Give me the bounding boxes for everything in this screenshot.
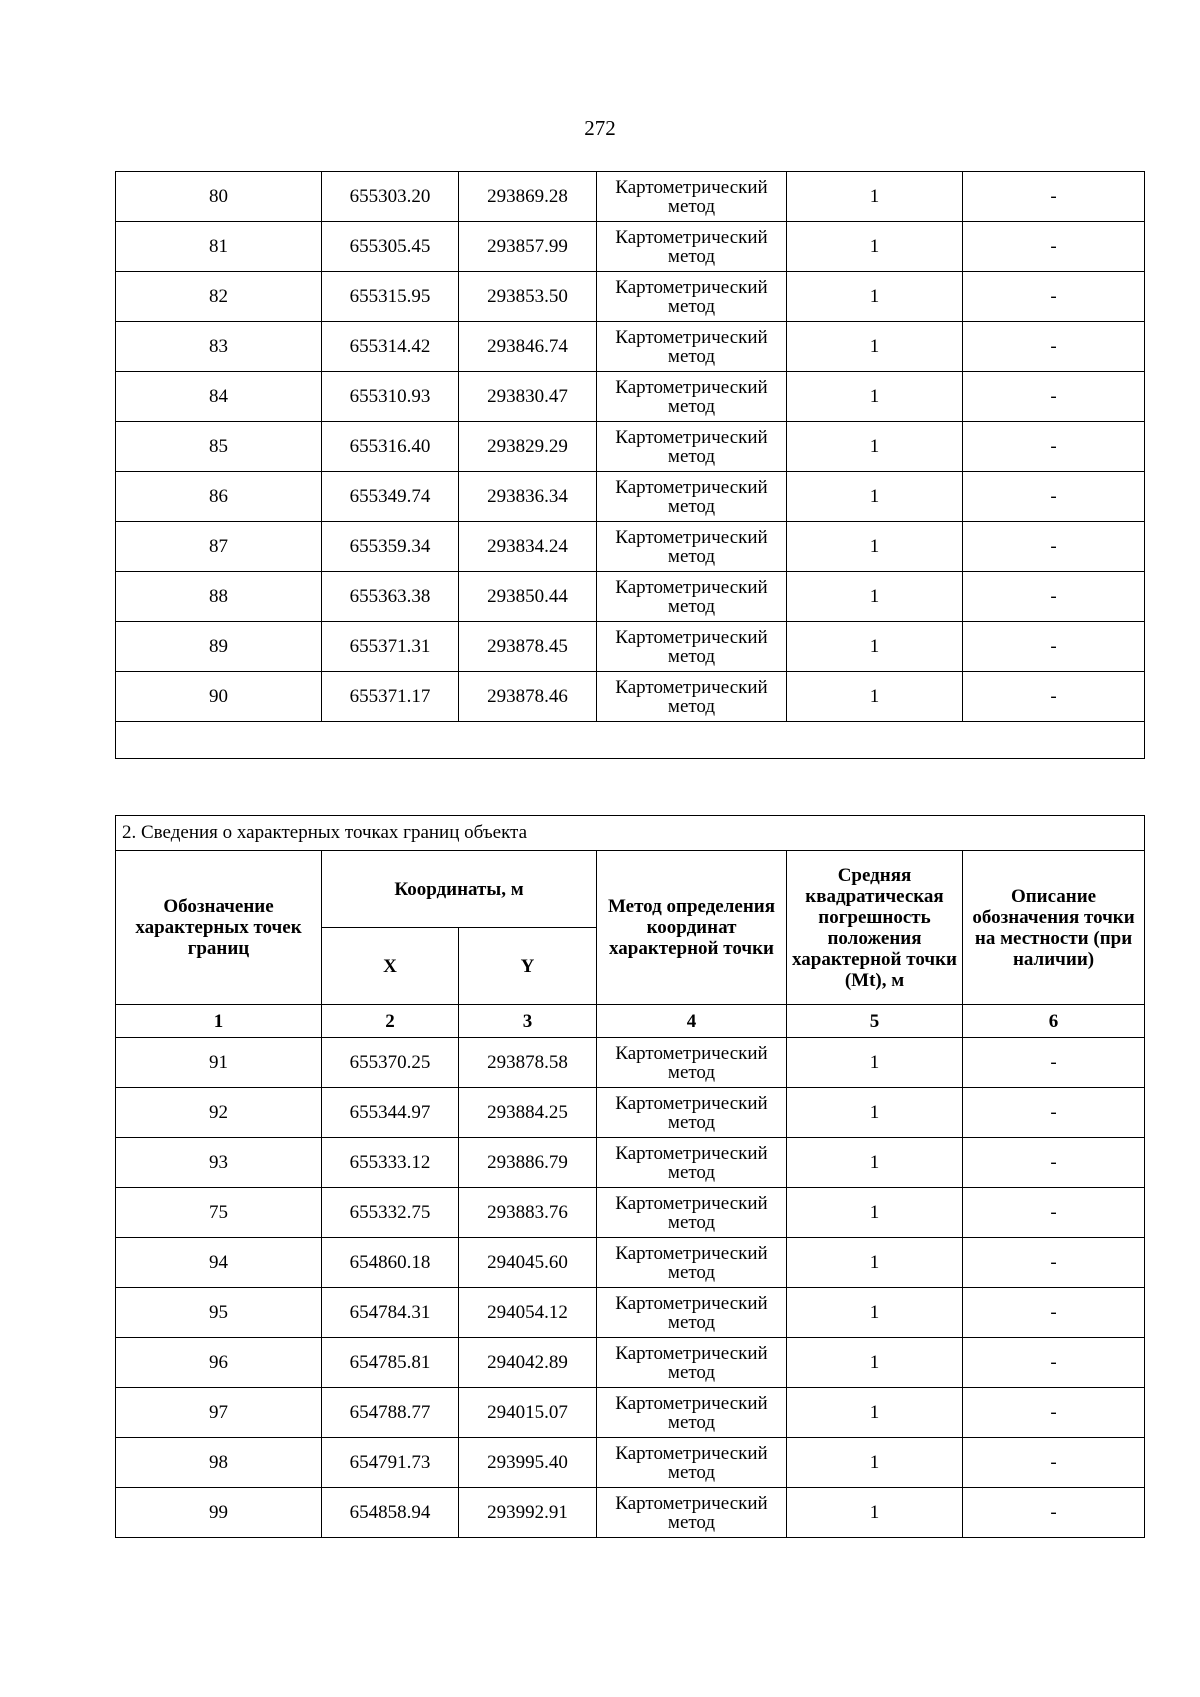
description-cell: - <box>963 622 1145 672</box>
description-cell: - <box>963 1338 1145 1388</box>
table-row <box>116 322 1145 372</box>
y-coordinate-cell: 293995.40 <box>459 1438 597 1488</box>
method-cell: Картометрический метод <box>597 1138 787 1188</box>
y-coordinate-cell: 294045.60 <box>459 1238 597 1288</box>
description-cell: - <box>963 372 1145 422</box>
y-coordinate-cell: 293853.50 <box>459 272 597 322</box>
table-row <box>116 172 1145 222</box>
x-coordinate-cell: 654860.18 <box>322 1238 459 1288</box>
x-coordinate-cell: 654784.31 <box>322 1288 459 1338</box>
header-point-designation: Обозначение характерных точек границ <box>116 851 322 1005</box>
coordinates-table-body <box>116 172 1145 759</box>
column-number: 1 <box>116 1005 322 1038</box>
method-cell: Картометрический метод <box>597 472 787 522</box>
mean-error-cell: 1 <box>787 222 963 272</box>
description-cell: - <box>963 672 1145 722</box>
y-coordinate-cell: 293846.74 <box>459 322 597 372</box>
method-cell: Картометрический метод <box>597 522 787 572</box>
section-title: 2. Сведения о характерных точках границ объекта <box>116 816 1145 851</box>
mean-error-cell: 1 <box>787 472 963 522</box>
point-id-cell: 94 <box>116 1238 322 1288</box>
mean-error-cell: 1 <box>787 1188 963 1238</box>
y-coordinate-cell: 293886.79 <box>459 1138 597 1188</box>
y-coordinate-cell: 293850.44 <box>459 572 597 622</box>
x-coordinate-cell: 655314.42 <box>322 322 459 372</box>
mean-error-cell: 1 <box>787 1438 963 1488</box>
table-row <box>116 572 1145 622</box>
y-coordinate-cell: 293878.58 <box>459 1038 597 1088</box>
method-cell: Картометрический метод <box>597 222 787 272</box>
x-coordinate-cell: 654785.81 <box>322 1338 459 1388</box>
point-id-cell: 93 <box>116 1138 322 1188</box>
mean-error-cell: 1 <box>787 672 963 722</box>
coordinates-table-continued <box>115 171 1145 759</box>
method-cell: Картометрический метод <box>597 272 787 322</box>
description-cell: - <box>963 1288 1145 1338</box>
x-coordinate-cell: 655363.38 <box>322 572 459 622</box>
table-row <box>116 1288 1145 1338</box>
x-coordinate-cell: 655370.25 <box>322 1038 459 1088</box>
y-coordinate-cell: 294054.12 <box>459 1288 597 1338</box>
point-id-cell: 82 <box>116 272 322 322</box>
point-id-cell: 92 <box>116 1088 322 1138</box>
point-id-cell: 85 <box>116 422 322 472</box>
point-id-cell: 88 <box>116 572 322 622</box>
description-cell: - <box>963 1488 1145 1538</box>
description-cell: - <box>963 172 1145 222</box>
column-number: 2 <box>322 1005 459 1038</box>
mean-error-cell: 1 <box>787 272 963 322</box>
description-cell: - <box>963 322 1145 372</box>
header-row-1 <box>116 851 1145 928</box>
x-coordinate-cell: 655303.20 <box>322 172 459 222</box>
table-row <box>116 1238 1145 1288</box>
mean-error-cell: 1 <box>787 372 963 422</box>
table-row <box>116 1488 1145 1538</box>
table-row <box>116 622 1145 672</box>
description-cell: - <box>963 1188 1145 1238</box>
column-number-row <box>116 1005 1145 1038</box>
x-coordinate-cell: 655332.75 <box>322 1188 459 1238</box>
header-y: Y <box>459 928 597 1005</box>
point-id-cell: 96 <box>116 1338 322 1388</box>
table-row <box>116 422 1145 472</box>
table-row <box>116 272 1145 322</box>
x-coordinate-cell: 655310.93 <box>322 372 459 422</box>
y-coordinate-cell: 293830.47 <box>459 372 597 422</box>
column-number: 3 <box>459 1005 597 1038</box>
y-coordinate-cell: 293992.91 <box>459 1488 597 1538</box>
table-row <box>116 1438 1145 1488</box>
description-cell: - <box>963 1038 1145 1088</box>
y-coordinate-cell: 293883.76 <box>459 1188 597 1238</box>
method-cell: Картометрический метод <box>597 1188 787 1238</box>
y-coordinate-cell: 294015.07 <box>459 1388 597 1438</box>
mean-error-cell: 1 <box>787 1238 963 1288</box>
header-description: Описание обозначения точки на местности (при наличии) <box>963 851 1145 1005</box>
point-id-cell: 84 <box>116 372 322 422</box>
table-row <box>116 472 1145 522</box>
method-cell: Картометрический метод <box>597 372 787 422</box>
y-coordinate-cell: 293884.25 <box>459 1088 597 1138</box>
method-cell: Картометрический метод <box>597 422 787 472</box>
method-cell: Картометрический метод <box>597 1488 787 1538</box>
point-id-cell: 80 <box>116 172 322 222</box>
mean-error-cell: 1 <box>787 572 963 622</box>
description-cell: - <box>963 1388 1145 1438</box>
x-coordinate-cell: 655333.12 <box>322 1138 459 1188</box>
point-id-cell: 81 <box>116 222 322 272</box>
table-row <box>116 1138 1145 1188</box>
point-id-cell: 95 <box>116 1288 322 1338</box>
method-cell: Картометрический метод <box>597 1388 787 1438</box>
description-cell: - <box>963 422 1145 472</box>
table-row <box>116 372 1145 422</box>
x-coordinate-cell: 655371.31 <box>322 622 459 672</box>
method-cell: Картометрический метод <box>597 1238 787 1288</box>
point-id-cell: 89 <box>116 622 322 672</box>
x-coordinate-cell: 655349.74 <box>322 472 459 522</box>
table-row <box>116 1188 1145 1238</box>
point-id-cell: 90 <box>116 672 322 722</box>
y-coordinate-cell: 293857.99 <box>459 222 597 272</box>
empty-cell <box>116 722 1145 759</box>
method-cell: Картометрический метод <box>597 1438 787 1488</box>
table-row <box>116 1338 1145 1388</box>
point-id-cell: 83 <box>116 322 322 372</box>
mean-error-cell: 1 <box>787 1138 963 1188</box>
method-cell: Картометрический метод <box>597 572 787 622</box>
x-coordinate-cell: 655315.95 <box>322 272 459 322</box>
boundary-points-table-body <box>116 1038 1145 1538</box>
description-cell: - <box>963 222 1145 272</box>
description-cell: - <box>963 572 1145 622</box>
method-cell: Картометрический метод <box>597 622 787 672</box>
table-row <box>116 522 1145 572</box>
point-id-cell: 97 <box>116 1388 322 1438</box>
mean-error-cell: 1 <box>787 172 963 222</box>
method-cell: Картометрический метод <box>597 1088 787 1138</box>
method-cell: Картометрический метод <box>597 1338 787 1388</box>
mean-error-cell: 1 <box>787 622 963 672</box>
point-id-cell: 86 <box>116 472 322 522</box>
empty-row <box>116 722 1145 759</box>
mean-error-cell: 1 <box>787 422 963 472</box>
mean-error-cell: 1 <box>787 1288 963 1338</box>
table-row <box>116 1088 1145 1138</box>
point-id-cell: 98 <box>116 1438 322 1488</box>
x-coordinate-cell: 655359.34 <box>322 522 459 572</box>
description-cell: - <box>963 522 1145 572</box>
mean-error-cell: 1 <box>787 322 963 372</box>
x-coordinate-cell: 655316.40 <box>322 422 459 472</box>
page-number: 272 <box>584 116 616 140</box>
method-cell: Картометрический метод <box>597 1038 787 1088</box>
column-number: 5 <box>787 1005 963 1038</box>
table-row <box>116 222 1145 272</box>
point-id-cell: 99 <box>116 1488 322 1538</box>
y-coordinate-cell: 293869.28 <box>459 172 597 222</box>
x-coordinate-cell: 655305.45 <box>322 222 459 272</box>
description-cell: - <box>963 1238 1145 1288</box>
table-row <box>116 672 1145 722</box>
y-coordinate-cell: 293878.45 <box>459 622 597 672</box>
column-number: 6 <box>963 1005 1145 1038</box>
table-row <box>116 1038 1145 1088</box>
method-cell: Картометрический метод <box>597 1288 787 1338</box>
x-coordinate-cell: 654791.73 <box>322 1438 459 1488</box>
method-cell: Картометрический метод <box>597 672 787 722</box>
description-cell: - <box>963 1138 1145 1188</box>
description-cell: - <box>963 1088 1145 1138</box>
y-coordinate-cell: 293878.46 <box>459 672 597 722</box>
mean-error-cell: 1 <box>787 1488 963 1538</box>
y-coordinate-cell: 293836.34 <box>459 472 597 522</box>
section-title-row <box>116 816 1145 851</box>
boundary-points-table <box>115 815 1145 1538</box>
mean-error-cell: 1 <box>787 1388 963 1438</box>
table-row <box>116 1388 1145 1438</box>
point-id-cell: 75 <box>116 1188 322 1238</box>
header-mean-error: Средняя квадратическая погрешность положения характерной точки (Mt), м <box>787 851 963 1005</box>
x-coordinate-cell: 655371.17 <box>322 672 459 722</box>
y-coordinate-cell: 294042.89 <box>459 1338 597 1388</box>
mean-error-cell: 1 <box>787 1088 963 1138</box>
x-coordinate-cell: 654788.77 <box>322 1388 459 1438</box>
point-id-cell: 91 <box>116 1038 322 1088</box>
description-cell: - <box>963 1438 1145 1488</box>
y-coordinate-cell: 293834.24 <box>459 522 597 572</box>
method-cell: Картометрический метод <box>597 322 787 372</box>
header-method: Метод определения координат характерной точки <box>597 851 787 1005</box>
mean-error-cell: 1 <box>787 522 963 572</box>
description-cell: - <box>963 272 1145 322</box>
x-coordinate-cell: 654858.94 <box>322 1488 459 1538</box>
mean-error-cell: 1 <box>787 1038 963 1088</box>
boundary-points-table-header <box>116 816 1145 1038</box>
x-coordinate-cell: 655344.97 <box>322 1088 459 1138</box>
header-coordinates: Координаты, м <box>322 851 597 928</box>
point-id-cell: 87 <box>116 522 322 572</box>
mean-error-cell: 1 <box>787 1338 963 1388</box>
y-coordinate-cell: 293829.29 <box>459 422 597 472</box>
method-cell: Картометрический метод <box>597 172 787 222</box>
description-cell: - <box>963 472 1145 522</box>
header-x: X <box>322 928 459 1005</box>
column-number: 4 <box>597 1005 787 1038</box>
